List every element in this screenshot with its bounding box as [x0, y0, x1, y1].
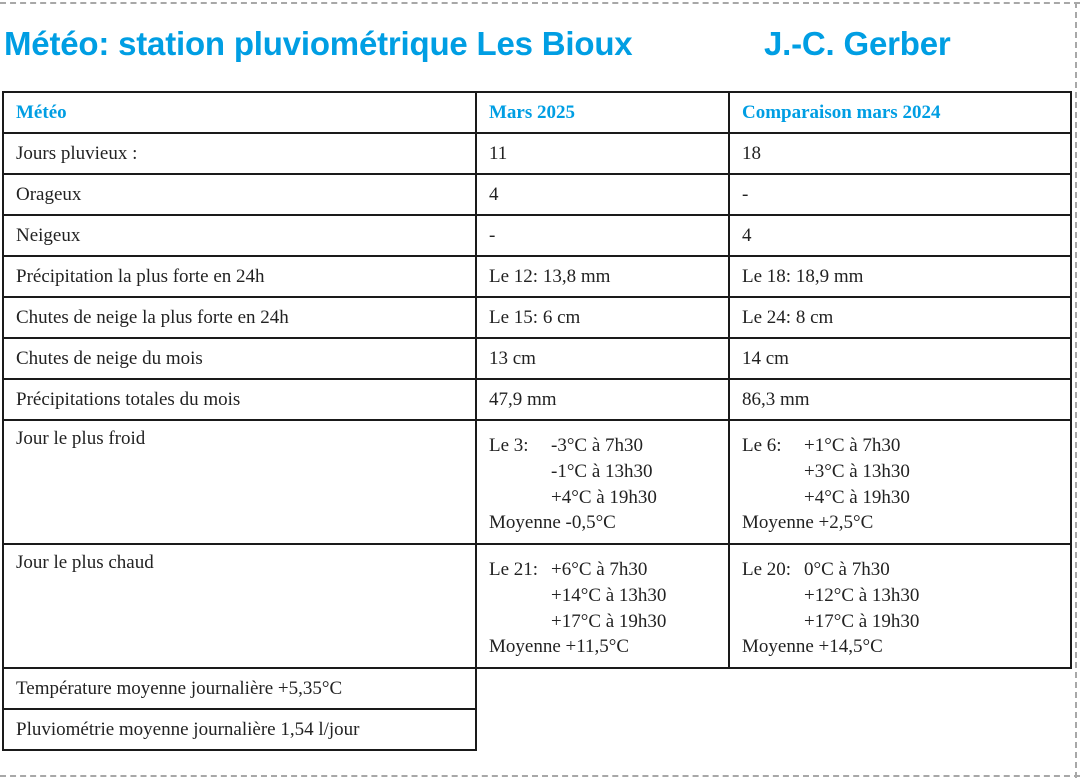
warmest-previous-average: Moyenne +14,5°C — [742, 636, 883, 657]
temp-reading: +17°C à 19h30 — [551, 611, 667, 632]
row-label: Neigeux — [3, 215, 476, 256]
weather-table — [2, 91, 1072, 751]
table-header-row — [3, 92, 1071, 133]
coldest-current-average: Moyenne -0,5°C — [489, 512, 616, 533]
coldest-previous-day: Le 6: — [742, 435, 782, 456]
table-row — [3, 338, 1071, 379]
row-label: Orageux — [3, 174, 476, 215]
row-current: Le 15: 6 cm — [476, 297, 729, 338]
title-main: Météo: station pluviométrique Les Bioux — [4, 25, 633, 62]
header-mars-2025: Mars 2025 — [476, 92, 729, 133]
temp-reading: 0°C à 7h30 — [804, 559, 890, 580]
row-current: 4 — [476, 174, 729, 215]
warmest-label: Jour le plus chaud — [3, 544, 476, 668]
page-title — [4, 24, 951, 68]
temp-reading: -3°C à 7h30 — [551, 435, 644, 456]
footer-row-temperature — [3, 668, 1071, 709]
row-previous: - — [729, 174, 1071, 215]
temp-reading: +1°C à 7h30 — [804, 435, 901, 456]
coldest-current-day: Le 3: — [489, 435, 529, 456]
warmest-current-day: Le 21: — [489, 559, 539, 580]
row-label: Chutes de neige la plus forte en 24h — [3, 297, 476, 338]
row-current: Le 12: 13,8 mm — [476, 256, 729, 297]
temp-reading: +12°C à 13h30 — [804, 585, 920, 606]
average-rainfall: Pluviométrie moyenne journalière 1,54 l/jour — [3, 709, 476, 750]
coldest-previous-average: Moyenne +2,5°C — [742, 512, 874, 533]
header-comparaison-2024: Comparaison mars 2024 — [729, 92, 1071, 133]
row-label: Précipitation la plus forte en 24h — [3, 256, 476, 297]
row-label: Jours pluvieux : — [3, 133, 476, 174]
empty-cell — [476, 709, 1071, 750]
coldest-current — [476, 420, 729, 544]
row-previous: 4 — [729, 215, 1071, 256]
row-current: 47,9 mm — [476, 379, 729, 420]
empty-cell — [476, 668, 1071, 709]
temp-reading: +4°C à 19h30 — [804, 487, 910, 508]
footer-row-rainfall — [3, 709, 1071, 750]
row-previous: 14 cm — [729, 338, 1071, 379]
temp-reading: +4°C à 19h30 — [551, 487, 657, 508]
title-author: J.-C. Gerber — [764, 25, 951, 62]
table-row — [3, 215, 1071, 256]
row-current: - — [476, 215, 729, 256]
row-current: 11 — [476, 133, 729, 174]
row-current: 13 cm — [476, 338, 729, 379]
table-row — [3, 379, 1071, 420]
row-previous: Le 18: 18,9 mm — [729, 256, 1071, 297]
warmest-previous — [729, 544, 1071, 668]
coldest-previous — [729, 420, 1071, 544]
dashed-frame-right — [1075, 2, 1077, 778]
table-row — [3, 174, 1071, 215]
row-previous: 18 — [729, 133, 1071, 174]
temp-reading: +6°C à 7h30 — [551, 559, 648, 580]
coldest-label: Jour le plus froid — [3, 420, 476, 544]
row-previous: 86,3 mm — [729, 379, 1071, 420]
header-meteo: Météo — [3, 92, 476, 133]
row-previous: Le 24: 8 cm — [729, 297, 1071, 338]
temp-reading: +14°C à 13h30 — [551, 585, 667, 606]
table-row — [3, 297, 1071, 338]
row-label: Précipitations totales du mois — [3, 379, 476, 420]
dashed-frame-bottom — [0, 775, 1080, 777]
average-temperature: Température moyenne journalière +5,35°C — [3, 668, 476, 709]
temp-reading: +3°C à 13h30 — [804, 461, 910, 482]
warmest-current — [476, 544, 729, 668]
row-label: Chutes de neige du mois — [3, 338, 476, 379]
warmest-day-row — [3, 544, 1071, 668]
table-row — [3, 133, 1071, 174]
dashed-frame-top — [0, 2, 1080, 4]
temp-reading: +17°C à 19h30 — [804, 611, 920, 632]
warmest-previous-day: Le 20: — [742, 559, 792, 580]
warmest-current-average: Moyenne +11,5°C — [489, 636, 630, 657]
coldest-day-row — [3, 420, 1071, 544]
table-row — [3, 256, 1071, 297]
temp-reading: -1°C à 13h30 — [551, 461, 653, 482]
